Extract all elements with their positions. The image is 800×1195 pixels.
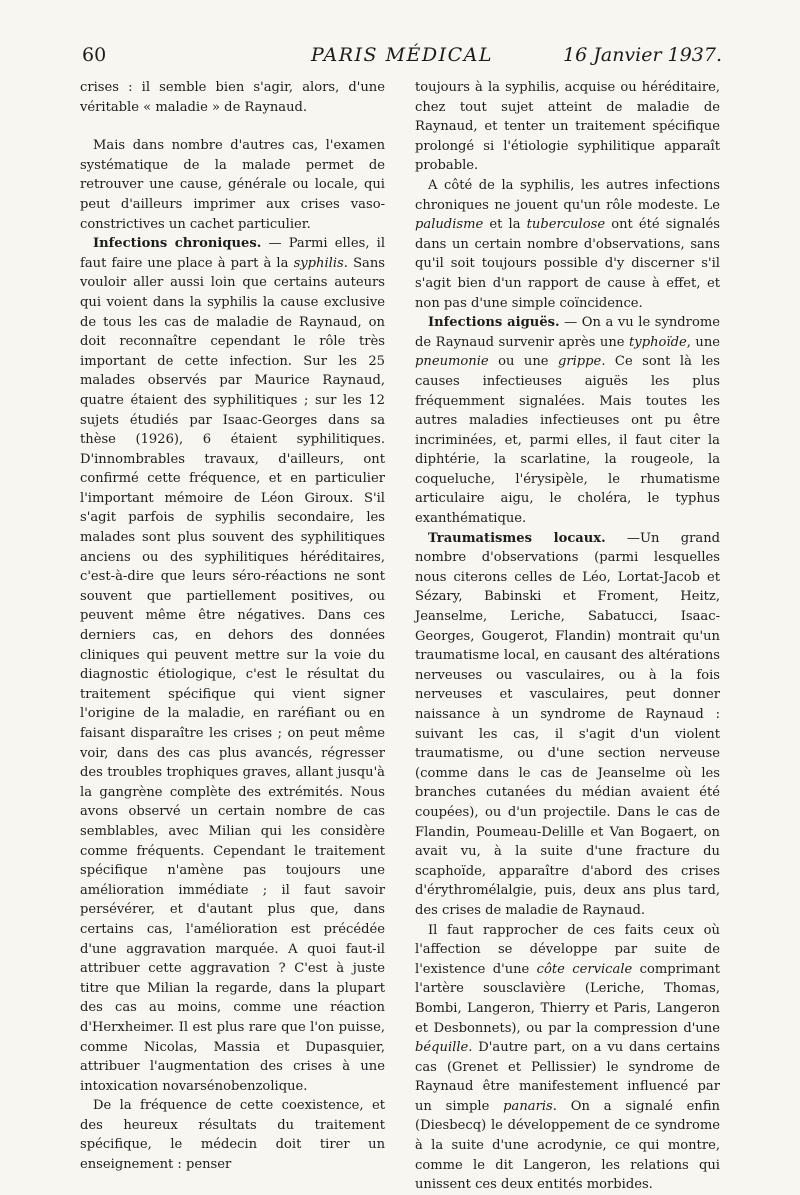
text-span: A côté de la syphilis, les autres infections chroniques ne jouent qu'un rôle modeste. Le [415, 177, 720, 213]
italic-term: grippe [557, 354, 602, 370]
left-column [80, 78, 385, 1175]
section-heading-chronic: Infections chroniques. [93, 236, 262, 252]
section-heading-trauma: Traumatismes locaux. [428, 530, 606, 546]
italic-term: paludisme [415, 217, 484, 233]
text-span: ont été signalés dans un certain nombre d'observations, sans qu'il soit toujours possible d'y discerner s'il s'agit bien d'un rapport de cause à effet, et non pas d'une simple coïncidence. [415, 217, 720, 311]
text-span: . On a signalé enfin (Diesbecq) le développement de ce syndrome à la suite d'une acrodynie, ce qui montre, comme le dit Langeron, les relations qui unissent ces deux entités morbides. [415, 1098, 720, 1193]
paragraph-acute-infections [415, 313, 720, 529]
italic-term: syphilis [293, 255, 344, 271]
paragraph-cervical-rib [415, 921, 720, 1195]
text-span: , une [686, 334, 720, 350]
paragraph-local-trauma [415, 529, 720, 921]
text-span: Il faut rapprocher de ces faits ceux où l'affection se développe par suite de l'existence d'une [415, 922, 720, 977]
paragraph-frequency: De la fréquence de cette coexistence, et des heureux résultats du traitement spécifique, le médecin doit tirer un enseignement : penser [80, 1098, 385, 1173]
text-span: . Sans vouloir aller aussi loin que certains auteurs qui voient dans la syphilis la cause exclusive de tous les cas de maladie de Raynaud, on doit reconnaître cependant le rôle très important de cette infection. Sur les 25 malades observés par Maurice Raynaud, quatre étaient des syphilitiques ; sur les 12 sujets étudiés par Isaac-Georges dans sa thèse (1926), 6 étaient syphilitiques. D'innombrables travaux, d'ailleurs, ont confirmé cette fréquence, et en particulier l'important mémoire de Léon Giroux. S'il s'agit parfois de syphilis secondaire, les malades sont plus souvent des syphilitiques anciens ou des syphilitiques héréditaires, c'est-à-dire que leurs séro-réactions ne sont souvent que partiellement positives, ou peuvent même être négatives. Dans ces derniers cas, en dehors des données cliniques qui peuvent mettre sur la voie du diagnostic étiologique, c'est le résultat du traitement spécifique qui vient signer l'origine de la maladie, en raréfiant ou en faisant disparaître les crises ; on peut même voir, dans des cas plus avancés, régresser des troubles trophiques graves, allant jusqu'à la gangrène complète des extrémités. Nous avons observé un certain nombre de cas semblables, avec Milian qui les considère comme fréquents. Cependant le traitement spécifique n'amène pas toujours une amélioration immédiate ; il faut savoir persévérer, et d'autant plus que, dans certains cas, l'amélioration est précédée d'une aggravation marquée. A quoi faut-il attribuer cette aggravation ? C'est à juste titre que Milian la regarde, dans la plupart des cas au moins, comme une réaction d'Herxheimer. Il est plus rare que l'on puisse, comme Nicolas, Massia et Dupasquier, attribuer l'augmentation des crises à une intoxication novarsénobenzolique. [80, 255, 385, 1094]
text-span: comprimant l'artère sousclavière (Leriche, Thomas, Bombi, Langeron, Thierry et Paris, Langeron et Desbonnets), ou par la compression d'une [415, 961, 720, 1036]
issue-date: 16 Janvier 1937. [563, 44, 722, 66]
italic-term: côte cervicale [536, 961, 633, 977]
paragraph-continuation: crises : il semble bien s'agir, alors, d'une véritable « maladie » de Raynaud. [80, 80, 385, 115]
paragraph-intro: Mais dans nombre d'autres cas, l'examen systématique de la malade permet de retrouver une cause, générale ou locale, qui peut d'ailleurs imprimer aux crises vaso-constrictives un cachet particulier. [80, 138, 385, 232]
italic-term: pneumonie [415, 354, 489, 370]
paragraph-other-chronic [415, 176, 720, 313]
paragraph-chronic-infections [80, 234, 385, 1096]
page-header [82, 44, 722, 74]
page-number: 60 [82, 44, 107, 66]
italic-term: panaris [503, 1098, 553, 1114]
text-span: ou une [488, 354, 558, 370]
text-span: — On a vu le syndrome de Raynaud survenir après une [415, 315, 720, 350]
journal-title: PARIS MÉDICAL [310, 44, 494, 66]
italic-term: béquille [415, 1040, 469, 1056]
text-span: et la [483, 217, 527, 233]
section-heading-acute: Infections aiguës. [428, 315, 560, 331]
italic-term: tuberculose [526, 217, 606, 233]
text-span: . Ce sont là les causes infectieuses aiguës les plus fréquemment signalées. Mais toutes les autres maladies infectieuses ont pu être incriminées, et, parmi elles, il faut citer la diphtérie, la scarlatine, la rougeole, la coqueluche, l'érysipèle, le rhumatisme articulaire aigu, le choléra, le typhus exanthématique. [415, 354, 720, 527]
italic-term: typhoïde [629, 334, 687, 350]
text-span: . D'autre part, on a vu dans certains cas (Grenet et Pellissier) le syndrome de Raynaud être manifestement influencé par un simple [415, 1040, 720, 1114]
text-span: —Un grand nombre d'observations (parmi lesquelles nous citerons celles de Léo, Lortat-Jacob et Sézary, Babinski et Froment, Heitz, Jeanselme, Leriche, Sabatucci, Isaac-Georges, Gougerot, Flandin) montrait qu'un traumatisme local, en causant des altérations nerveuses ou vasculaires, ou à la fois nerveuses et vasculaires, peut donner naissance à un syndrome de Raynaud : suivant les cas, il s'agit d'un violent traumatisme, ou d'une section nerveuse (comme dans le cas de Jeanselme où les branches cutanées du médian avaient été coupées), ou d'un projectile. Dans le cas de Flandin, Poumeau-Delille et Van Bogaert, on avait vu, à la suite d'une fracture du scaphoïde, apparaître d'abord des crises d'érythromélalgie, puis, deux ans plus tard, des crises de maladie de Raynaud. [415, 530, 721, 918]
text-span: — Parmi elles, il faut faire une place à part à la [80, 236, 386, 271]
right-column [415, 78, 720, 1195]
paragraph-continuation: toujours à la syphilis, acquise ou héréditaire, chez tout sujet atteint de maladie de Raynaud, et tenter un traitement spécifique prolongé si l'étiologie syphilitique apparaît probable. [415, 80, 720, 174]
